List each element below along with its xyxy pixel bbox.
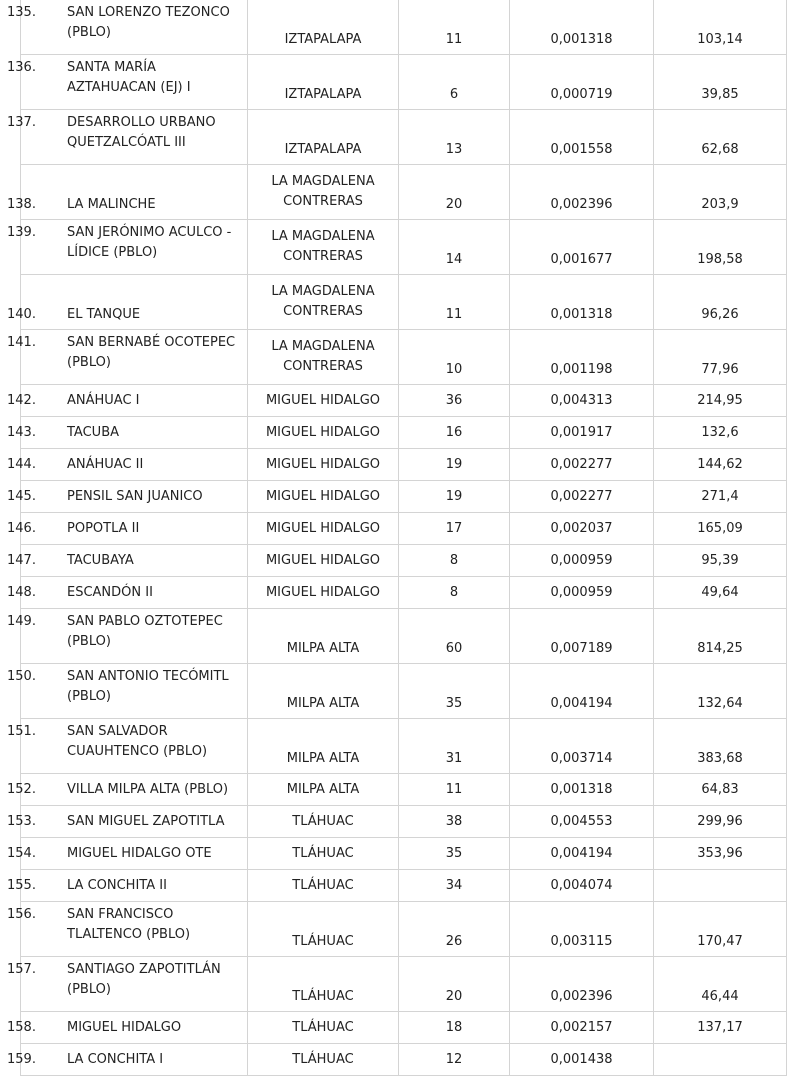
alcaldia-cell: MILPA ALTA (248, 664, 399, 719)
colonia-cell (7, 165, 248, 220)
row-number: 147. (7, 552, 36, 568)
row-number: 158. (7, 1019, 36, 1035)
value-cell: 132,64 (654, 664, 787, 719)
count-cell: 13 (399, 110, 510, 165)
colonia-cell (7, 385, 248, 417)
rate-cell: 0,002037 (510, 513, 654, 545)
table-row (21, 545, 787, 577)
rate-cell: 0,004313 (510, 385, 654, 417)
count-cell: 17 (399, 513, 510, 545)
value-cell (654, 870, 787, 902)
rate-cell: 0,001917 (510, 417, 654, 449)
value-cell: 137,17 (654, 1012, 787, 1044)
table-row (21, 220, 787, 275)
table-row (21, 330, 787, 385)
colonia-name: LA CONCHITA II (67, 877, 167, 893)
value-cell: 46,44 (654, 957, 787, 1012)
colonia-cell (7, 870, 248, 902)
value-cell: 299,96 (654, 806, 787, 838)
colonia-cell (7, 577, 248, 609)
table-body (7, 0, 787, 1076)
row-number: 139. (7, 225, 36, 240)
table-row (21, 609, 787, 664)
colonia-cell (7, 275, 248, 330)
row-number: 146. (7, 520, 36, 536)
rate-cell: 0,001318 (510, 0, 654, 55)
colonia-name: POPOTLA II (67, 520, 140, 536)
alcaldia-cell: IZTAPALAPA (248, 110, 399, 165)
row-number: 154. (7, 845, 36, 861)
row-number: 137. (7, 115, 36, 130)
table-row (21, 513, 787, 545)
colonia-cell (7, 902, 248, 957)
rate-cell: 0,002396 (510, 957, 654, 1012)
rate-cell: 0,000959 (510, 545, 654, 577)
colonia-name: ESCANDÓN II (67, 584, 153, 600)
table-row (21, 870, 787, 902)
colonia-name: SAN FRANCISCO TLALTENCO (PBLO) (67, 907, 191, 942)
rate-cell: 0,007189 (510, 609, 654, 664)
row-number: 149. (7, 614, 36, 629)
colonia-name: PENSIL SAN JUANICO (67, 488, 203, 504)
alcaldia-cell: MIGUEL HIDALGO (248, 545, 399, 577)
colonias-table (7, 0, 787, 1076)
colonia-name: SANTIAGO ZAPOTITLÁN (PBLO) (67, 962, 221, 997)
count-cell: 34 (399, 870, 510, 902)
count-cell: 38 (399, 806, 510, 838)
alcaldia-cell: TLÁHUAC (248, 1044, 399, 1076)
colonia-cell (7, 719, 248, 774)
alcaldia-cell: LA MAGDALENA CONTRERAS (248, 330, 399, 385)
table-row (21, 481, 787, 513)
value-cell: 77,96 (654, 330, 787, 385)
alcaldia-cell: TLÁHUAC (248, 806, 399, 838)
colonia-cell (7, 513, 248, 545)
rate-cell: 0,003115 (510, 902, 654, 957)
alcaldia-cell: TLÁHUAC (248, 1012, 399, 1044)
alcaldia-cell: MILPA ALTA (248, 609, 399, 664)
row-number: 142. (7, 392, 36, 408)
row-number: 151. (7, 724, 36, 739)
count-cell: 19 (399, 481, 510, 513)
count-cell: 31 (399, 719, 510, 774)
row-number: 155. (7, 877, 36, 893)
rate-cell: 0,003714 (510, 719, 654, 774)
count-cell: 36 (399, 385, 510, 417)
row-number: 153. (7, 813, 36, 829)
colonia-cell (7, 545, 248, 577)
alcaldia-cell: MILPA ALTA (248, 719, 399, 774)
rate-cell: 0,002277 (510, 449, 654, 481)
table-row (21, 275, 787, 330)
colonia-name: DESARROLLO URBANO QUETZALCÓATL III (67, 115, 216, 150)
value-cell: 132,6 (654, 417, 787, 449)
colonia-cell (7, 0, 248, 55)
colonia-cell (7, 55, 248, 110)
table-row (21, 417, 787, 449)
table-row (21, 838, 787, 870)
colonia-cell (7, 806, 248, 838)
alcaldia-cell: TLÁHUAC (248, 870, 399, 902)
row-number: 145. (7, 488, 36, 504)
alcaldia-cell: MIGUEL HIDALGO (248, 385, 399, 417)
alcaldia-cell: LA MAGDALENA CONTRERAS (248, 275, 399, 330)
count-cell: 35 (399, 664, 510, 719)
value-cell: 144,62 (654, 449, 787, 481)
count-cell: 10 (399, 330, 510, 385)
colonia-cell (7, 1012, 248, 1044)
colonia-name: SAN MIGUEL ZAPOTITLA (67, 813, 225, 829)
colonia-name: MIGUEL HIDALGO (67, 1019, 182, 1035)
value-cell: 271,4 (654, 481, 787, 513)
colonia-name: LA MALINCHE (67, 197, 156, 212)
colonia-cell (7, 220, 248, 275)
colonia-cell (7, 330, 248, 385)
value-cell: 170,47 (654, 902, 787, 957)
rate-cell: 0,004074 (510, 870, 654, 902)
row-number: 144. (7, 456, 36, 472)
value-cell: 62,68 (654, 110, 787, 165)
colonia-cell (7, 449, 248, 481)
colonia-cell (7, 110, 248, 165)
row-number: 152. (7, 781, 36, 797)
row-number: 136. (7, 60, 36, 75)
table-row (21, 774, 787, 806)
row-number: 150. (7, 669, 36, 684)
count-cell: 20 (399, 165, 510, 220)
value-cell: 214,95 (654, 385, 787, 417)
count-cell: 12 (399, 1044, 510, 1076)
row-number: 143. (7, 424, 36, 440)
value-cell: 103,14 (654, 0, 787, 55)
table-row (21, 1012, 787, 1044)
count-cell: 16 (399, 417, 510, 449)
colonia-name: LA CONCHITA I (67, 1051, 164, 1067)
table-row (21, 110, 787, 165)
alcaldia-cell: IZTAPALAPA (248, 55, 399, 110)
alcaldia-cell: IZTAPALAPA (248, 0, 399, 55)
table-row (21, 719, 787, 774)
count-cell: 6 (399, 55, 510, 110)
table-row (21, 55, 787, 110)
alcaldia-cell: MIGUEL HIDALGO (248, 513, 399, 545)
colonia-name: VILLA MILPA ALTA (PBLO) (67, 781, 229, 797)
count-cell: 18 (399, 1012, 510, 1044)
colonia-cell (7, 838, 248, 870)
value-cell: 95,39 (654, 545, 787, 577)
count-cell: 11 (399, 275, 510, 330)
colonia-name: ANÁHUAC II (67, 456, 144, 472)
value-cell: 198,58 (654, 220, 787, 275)
colonia-name: EL TANQUE (67, 307, 141, 322)
count-cell: 26 (399, 902, 510, 957)
count-cell: 8 (399, 545, 510, 577)
rate-cell: 0,001318 (510, 275, 654, 330)
rate-cell: 0,004194 (510, 664, 654, 719)
colonia-name: TACUBAYA (67, 552, 134, 568)
row-number: 159. (7, 1051, 36, 1067)
row-number: 156. (7, 907, 36, 922)
colonia-name: MIGUEL HIDALGO OTE (67, 845, 212, 861)
colonia-name: SAN BERNABÉ OCOTEPEC (PBLO) (67, 335, 236, 370)
rate-cell: 0,000959 (510, 577, 654, 609)
table-row (21, 449, 787, 481)
table-row (21, 385, 787, 417)
rate-cell: 0,004553 (510, 806, 654, 838)
table-row (21, 957, 787, 1012)
alcaldia-cell: MILPA ALTA (248, 774, 399, 806)
alcaldia-cell: LA MAGDALENA CONTRERAS (248, 165, 399, 220)
rate-cell: 0,004194 (510, 838, 654, 870)
count-cell: 8 (399, 577, 510, 609)
colonia-cell (7, 481, 248, 513)
row-number: 138. (7, 197, 36, 212)
rate-cell: 0,001318 (510, 774, 654, 806)
rate-cell: 0,002396 (510, 165, 654, 220)
count-cell: 11 (399, 774, 510, 806)
value-cell: 383,68 (654, 719, 787, 774)
table-row (21, 577, 787, 609)
table-row (21, 902, 787, 957)
rate-cell: 0,001677 (510, 220, 654, 275)
value-cell (654, 1044, 787, 1076)
row-number: 140. (7, 307, 36, 322)
colonia-name: ANÁHUAC I (67, 392, 140, 408)
row-number: 135. (7, 5, 36, 20)
table-row (21, 165, 787, 220)
count-cell: 35 (399, 838, 510, 870)
table-row (21, 664, 787, 719)
colonia-cell (7, 417, 248, 449)
alcaldia-cell: LA MAGDALENA CONTRERAS (248, 220, 399, 275)
colonia-cell (7, 609, 248, 664)
colonia-name: SANTA MARÍA AZTAHUACAN (EJ) I (67, 60, 191, 95)
table-row (21, 1044, 787, 1076)
rate-cell: 0,000719 (510, 55, 654, 110)
colonia-name: SAN JERÓNIMO ACULCO - LÍDICE (PBLO) (67, 225, 232, 260)
rate-cell: 0,001558 (510, 110, 654, 165)
value-cell: 64,83 (654, 774, 787, 806)
count-cell: 19 (399, 449, 510, 481)
count-cell: 11 (399, 0, 510, 55)
alcaldia-cell: MIGUEL HIDALGO (248, 577, 399, 609)
alcaldia-cell: MIGUEL HIDALGO (248, 449, 399, 481)
table-row (21, 0, 787, 55)
value-cell: 165,09 (654, 513, 787, 545)
colonia-cell (7, 1044, 248, 1076)
row-number: 148. (7, 584, 36, 600)
colonia-cell (7, 664, 248, 719)
colonia-name: TACUBA (67, 424, 119, 440)
value-cell: 39,85 (654, 55, 787, 110)
value-cell: 353,96 (654, 838, 787, 870)
table-row (21, 806, 787, 838)
rate-cell: 0,002157 (510, 1012, 654, 1044)
rate-cell: 0,002277 (510, 481, 654, 513)
alcaldia-cell: TLÁHUAC (248, 957, 399, 1012)
colonia-cell (7, 774, 248, 806)
count-cell: 60 (399, 609, 510, 664)
value-cell: 203,9 (654, 165, 787, 220)
value-cell: 96,26 (654, 275, 787, 330)
alcaldia-cell: TLÁHUAC (248, 838, 399, 870)
colonia-name: SAN LORENZO TEZONCO (PBLO) (67, 5, 230, 40)
colonia-name: SAN ANTONIO TECÓMITL (PBLO) (67, 669, 229, 704)
rate-cell: 0,001438 (510, 1044, 654, 1076)
rate-cell: 0,001198 (510, 330, 654, 385)
row-number: 141. (7, 335, 36, 350)
alcaldia-cell: MIGUEL HIDALGO (248, 481, 399, 513)
count-cell: 14 (399, 220, 510, 275)
value-cell: 49,64 (654, 577, 787, 609)
value-cell: 814,25 (654, 609, 787, 664)
count-cell: 20 (399, 957, 510, 1012)
colonia-cell (7, 957, 248, 1012)
alcaldia-cell: MIGUEL HIDALGO (248, 417, 399, 449)
colonia-name: SAN SALVADOR CUAUHTENCO (PBLO) (67, 724, 208, 759)
row-number: 157. (7, 962, 36, 977)
alcaldia-cell: TLÁHUAC (248, 902, 399, 957)
colonia-name: SAN PABLO OZTOTEPEC (PBLO) (67, 614, 223, 649)
